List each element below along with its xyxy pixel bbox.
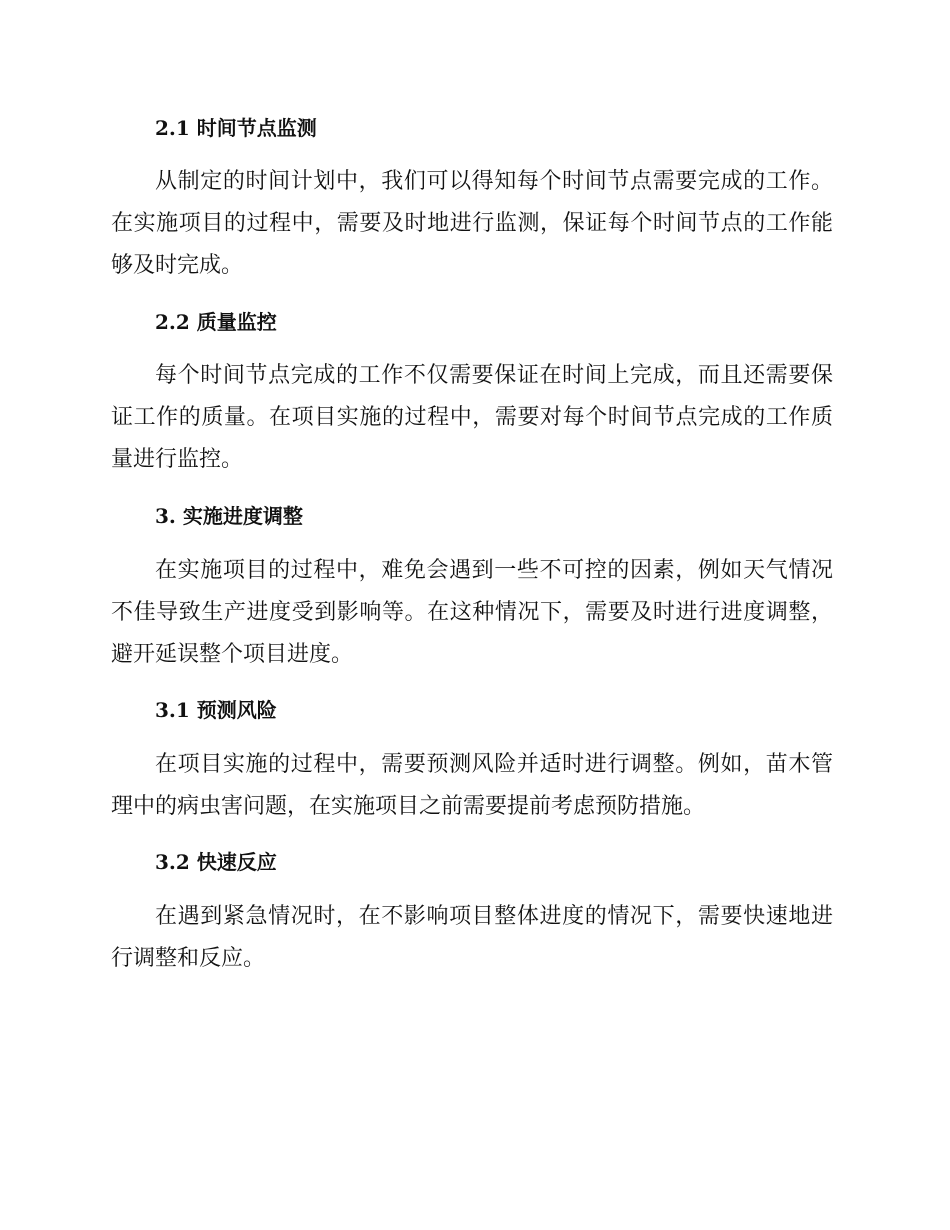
section-heading-3: 3. 实施进度调整: [155, 504, 303, 528]
section-paragraph-2-1: 从制定的时间计划中，我们可以得知每个时间节点需要完成的工作。在实施项目的过程中，需要及时地进行监测，保证每个时间节点的工作能够及时完成。: [111, 169, 833, 278]
section-heading-3-1: 3.1 预测风险: [155, 698, 277, 722]
section-paragraph-3-2: 在遇到紧急情况时，在不影响项目整体进度的情况下，需要快速地进行调整和反应。: [111, 904, 833, 971]
section-paragraph-3: 在实施项目的过程中，难免会遇到一些不可控的因素，例如天气情况不佳导致生产进度受到影响等。在这种情况下，需要及时进行进度调整，避开延误整个项目进度。: [111, 558, 833, 667]
section-heading-2-1: 2.1 时间节点监测: [155, 116, 317, 140]
section-paragraph-2-2: 每个时间节点完成的工作不仅需要保证在时间上完成，而且还需要保证工作的质量。在项目实施的过程中，需要对每个时间节点完成的工作质量进行监控。: [111, 363, 833, 472]
section-heading-2-2: 2.2 质量监控: [155, 310, 277, 334]
section-paragraph-3-1: 在项目实施的过程中，需要预测风险并适时进行调整。例如，苗木管理中的病虫害问题，在实施项目之前需要提前考虑预防措施。: [111, 752, 833, 819]
section-heading-3-2: 3.2 快速反应: [155, 850, 277, 874]
